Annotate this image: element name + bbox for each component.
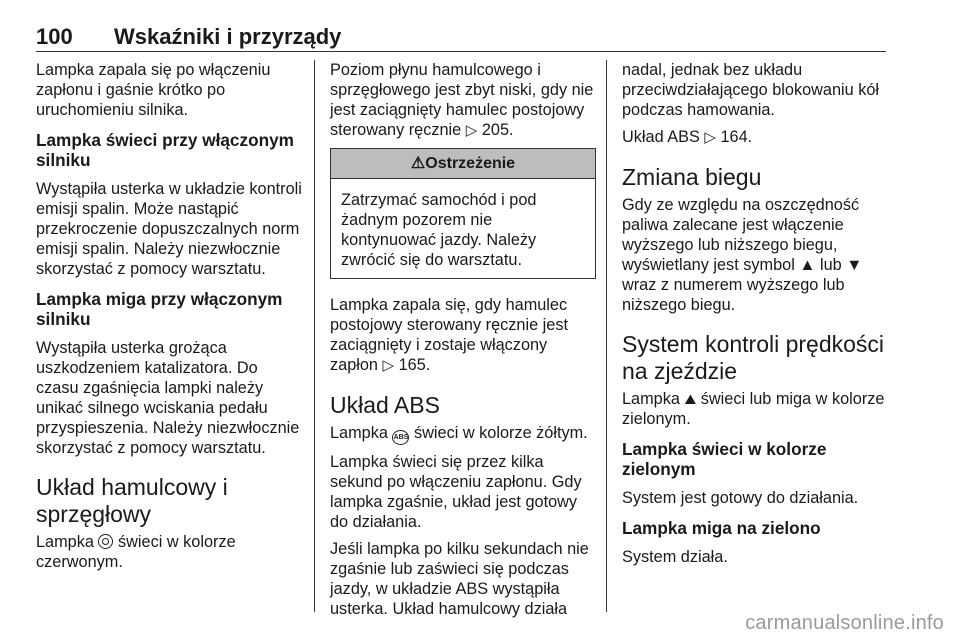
text: Lampka xyxy=(36,533,94,551)
warning-triangle-icon: ⚠ xyxy=(410,155,426,172)
text: Poziom płynu hamulcowego i sprzęgłowego jest zbyt niski, gdy nie jest zaciągnięty hamulec postojowy sterowany ręcznie xyxy=(330,61,594,139)
text: Lampka xyxy=(622,390,680,408)
paragraph xyxy=(622,127,890,148)
paragraph: Lampka zapala się po włączeniu zapłonu i gaśnie krótko po uruchomieniu silnika. xyxy=(36,61,271,119)
warning-box xyxy=(330,148,596,279)
column-divider xyxy=(606,60,607,612)
text: świeci lub miga w kolorze zielonym. xyxy=(622,390,885,428)
warning-text: Zatrzymać samochód i pod żadnym pozorem nie kontynuować jazdy. Należy zwrócić się do warsztatu. xyxy=(341,191,537,269)
warning-header xyxy=(331,149,595,179)
text: świeci w kolorze czerwonym. xyxy=(36,533,236,571)
paragraph: Gdy ze względu na oszczędność paliwa zalecane jest włączenie wyższego lub niższego biegu, wyświetlany jest symbol ▲ lub ▼ wraz z numerem wyższego lub niższego biegu. xyxy=(622,196,863,314)
text: świeci w kolorze żółtym. xyxy=(414,424,588,442)
column-divider xyxy=(314,60,315,612)
paragraph xyxy=(622,389,890,429)
brake-warning-lamp-icon xyxy=(98,534,113,549)
subheading-lamp-blink: Lampka miga przy włączonym silniku xyxy=(36,289,283,329)
column-2 xyxy=(330,60,596,626)
abs-lamp-icon: ABS xyxy=(392,430,409,445)
paragraph xyxy=(330,295,596,376)
page-reference[interactable]: 165. xyxy=(398,356,431,374)
heading-abs: Układ ABS xyxy=(330,392,440,418)
column-1 xyxy=(36,60,304,579)
page-number: 100 xyxy=(36,24,73,49)
heading-gear-shift: Zmiana biegu xyxy=(622,164,762,190)
paragraph: nadal, jednak bez układu przeciwdziałającego blokowaniu kół podczas hamowania. xyxy=(622,61,880,119)
paragraph: Lampka świeci się przez kilka sekund po włączeniu zapłonu. Gdy lampka zgaśnie, układ jest gotowy do działania. xyxy=(330,453,582,531)
paragraph: System działa. xyxy=(622,548,728,566)
text: Lampka zapala się, gdy hamulec postojowy sterowany ręcznie jest zaciągnięty i zostaje włączony zapłon xyxy=(330,296,568,374)
watermark: carmanualsonline.info xyxy=(745,612,944,634)
subheading-green-blink: Lampka miga na zielono xyxy=(622,518,821,538)
page-reference[interactable]: 164. xyxy=(720,128,753,146)
reference-arrow-icon: ▷ xyxy=(465,122,478,139)
reference-arrow-icon: ▷ xyxy=(704,129,716,146)
page-reference[interactable]: 205. xyxy=(481,121,514,139)
paragraph xyxy=(36,532,304,572)
column-3 xyxy=(622,60,890,574)
reference-arrow-icon: ▷ xyxy=(382,357,395,374)
text: Układ ABS xyxy=(622,128,700,146)
subheading-lamp-on: Lampka świeci przy włączonym silniku xyxy=(36,130,294,170)
paragraph xyxy=(330,423,596,445)
paragraph: Jeśli lampka po kilku sekundach nie zgaśnie lub zaświeci się podczas jazdy, w układzie ABS wystąpiła usterka. Układ hamulcowy działa xyxy=(330,540,589,618)
hill-descent-icon: ⛰ xyxy=(684,391,697,407)
paragraph xyxy=(330,60,596,141)
warning-title: Ostrzeżenie xyxy=(425,155,516,172)
heading-brake-system: Układ hamulcowy i sprzęgłowy xyxy=(36,474,228,527)
page-header xyxy=(36,24,886,52)
paragraph: System jest gotowy do działania. xyxy=(622,489,859,507)
text: Lampka xyxy=(330,424,388,442)
heading-hill-descent: System kontroli prędkości na zjeździe xyxy=(622,331,885,384)
paragraph: Wystąpiła usterka w układzie kontroli emisji spalin. Może nastąpić przekroczenie dopuszczalnych norm emisji spalin. Należy niezwłocznie skorzystać z pomocy warsztatu. xyxy=(36,180,302,278)
section-title: Wskaźniki i przyrządy xyxy=(114,24,342,49)
paragraph: Wystąpiła usterka grożąca uszkodzeniem katalizatora. Do czasu zgaśnięcia lampki należy unikać silnego wciskania pedału przyspieszenia. Należy niezwłocznie skorzystać z pomocy warsztatu. xyxy=(36,339,300,457)
subheading-green-on: Lampka świeci w kolorze zielonym xyxy=(622,439,827,479)
